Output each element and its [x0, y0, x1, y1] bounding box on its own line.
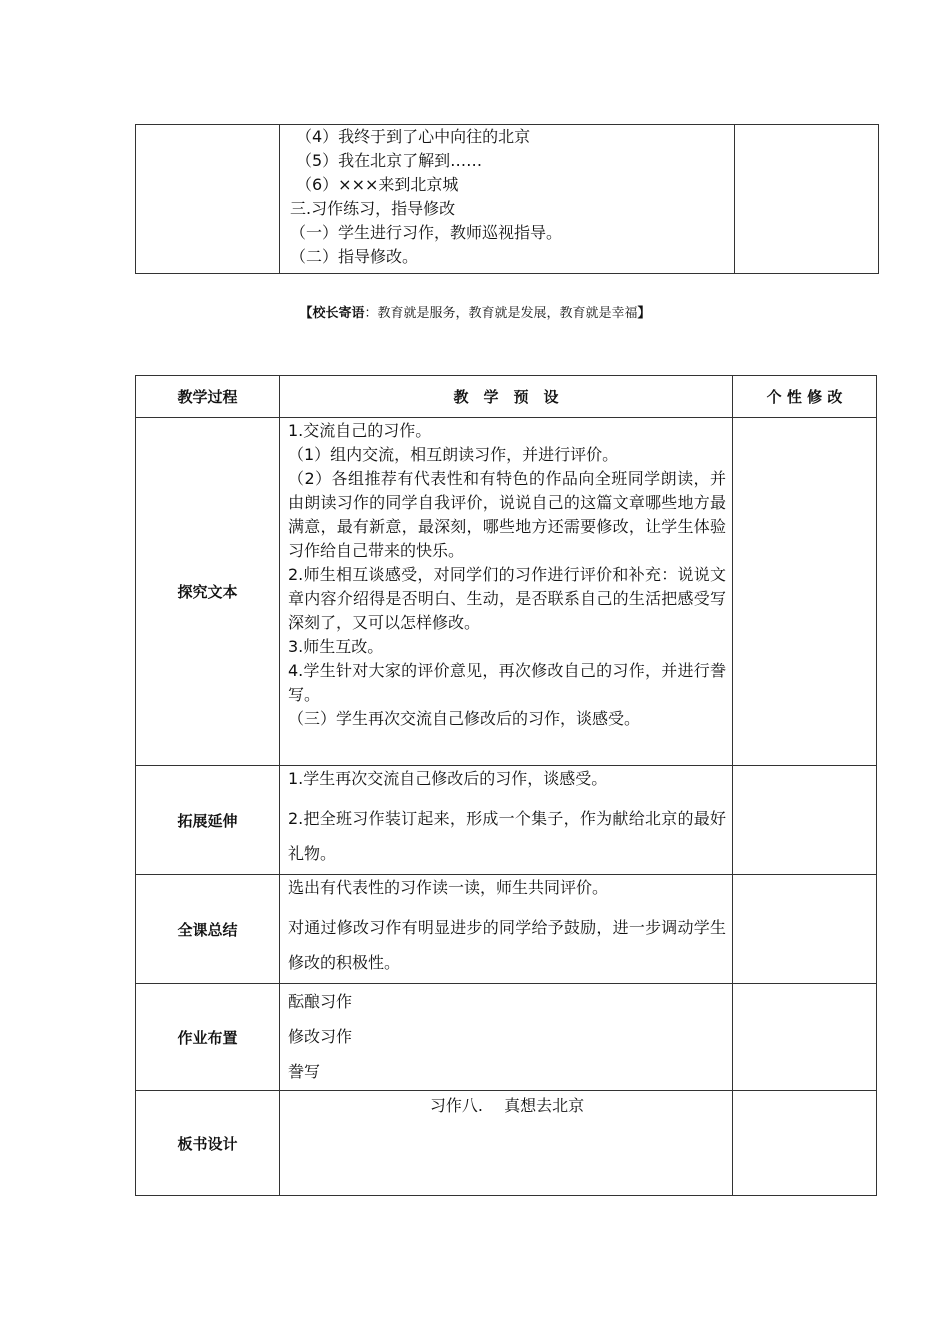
row-label: 作业布置 [136, 984, 280, 1091]
header-plan: 教 学 预 设 [280, 376, 733, 418]
table-row [136, 125, 879, 274]
table-header-row [136, 376, 877, 418]
list-item: （三）学生再次交流自己修改后的习作，谈感受。 [288, 709, 641, 728]
list-item: （2）各组推荐有代表性和有特色的作品向全班同学朗读，并由朗读习作的同学自我评价，说说自己的这篇文章哪些地方最满意，最有新意，最深刻，哪些地方还需要修改，让学生体验习作给自己带来的快乐。 [288, 469, 726, 560]
motto-label: 校长寄语 [312, 306, 365, 321]
list-item: （4）我终于到了心中向往的北京 [296, 127, 531, 146]
row-label: 探究文本 [136, 418, 280, 766]
motto-text: ：教育就是服务，教育就是发展，教育就是幸福 [364, 306, 638, 321]
table-row [136, 875, 877, 984]
revision-cell [733, 875, 877, 984]
list-item: （一）学生进行习作，教师巡视指导。 [290, 223, 563, 242]
list-item: （二）指导修改。 [290, 247, 419, 266]
revision-cell [733, 1091, 877, 1196]
list-item: 1.交流自己的习作。 [288, 421, 432, 440]
list-item: 选出有代表性的习作读一读，师生共同评价。 [288, 878, 609, 897]
row-label: 板书设计 [136, 1091, 280, 1196]
motto-close-bracket: 】 [637, 306, 651, 321]
list-item: （1）组内交流，相互朗读习作，并进行评价。 [288, 445, 619, 464]
top-continuation-table [135, 124, 879, 274]
list-item: 1.学生再次交流自己修改后的习作，谈感受。 [288, 769, 608, 788]
list-item: 3.师生互改。 [288, 637, 384, 656]
row-label: 拓展延伸 [136, 766, 280, 875]
plan-cell [280, 125, 735, 274]
table-row [136, 984, 877, 1091]
list-item: 2.师生相互谈感受，对同学们的习作进行评价和补充：说说文章内容介绍得是否明白、生动，是否联系自己的生活把感受写深刻了，又可以怎样修改。 [288, 565, 726, 632]
motto-open-bracket: 【 [299, 306, 313, 321]
list-item: 誊写 [288, 1062, 321, 1081]
row-label: 全课总结 [136, 875, 280, 984]
table-row [136, 418, 877, 766]
list-item: 4.学生针对大家的评价意见，再次修改自己的习作，并进行誊写。 [288, 661, 726, 704]
revision-cell [733, 766, 877, 875]
table-row [136, 766, 877, 875]
header-revision: 个 性 修 改 [733, 376, 877, 418]
board-title: 习作八. 真想去北京 [429, 1096, 585, 1115]
list-item: 对通过修改习作有明显进步的同学给予鼓励，进一步调动学生修改的积极性。 [288, 918, 726, 972]
row-content [280, 418, 733, 766]
row-content [280, 875, 733, 984]
revision-cell [735, 125, 879, 274]
row-content [280, 766, 733, 875]
process-cell [136, 125, 280, 274]
header-process: 教学过程 [136, 376, 280, 418]
principal-motto [0, 302, 950, 321]
revision-cell [733, 418, 877, 766]
list-item: （6）×××来到北京城 [296, 175, 459, 194]
list-item: 2.把全班习作装订起来，形成一个集子，作为献给北京的最好礼物。 [288, 809, 726, 863]
list-item: 修改习作 [288, 1027, 353, 1046]
list-item: 三.习作练习，指导修改 [290, 199, 456, 218]
lesson-plan-table [135, 375, 877, 1196]
list-item: 酝酿习作 [288, 992, 353, 1011]
table-row [136, 1091, 877, 1196]
list-item: （5）我在北京了解到…… [296, 151, 483, 170]
row-content [280, 1091, 733, 1196]
row-content [280, 984, 733, 1091]
revision-cell [733, 984, 877, 1091]
